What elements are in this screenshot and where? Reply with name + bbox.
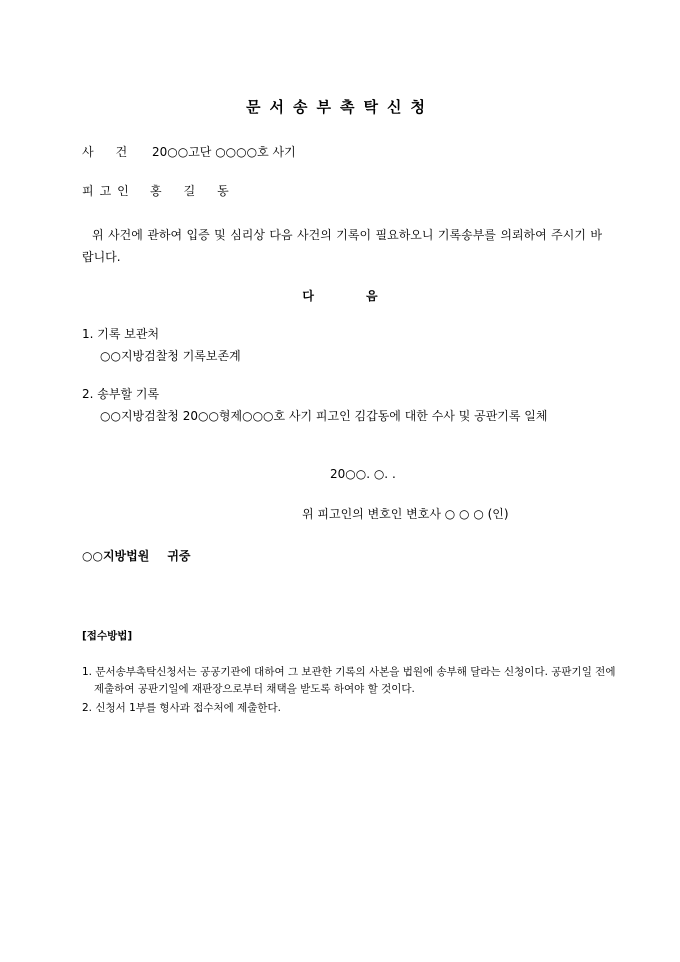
note-item-2: 2. 신청서 1부를 형사과 접수처에 제출한다.	[82, 702, 282, 714]
defendant-label: 피고인	[82, 184, 135, 198]
item-2-title: 2. 송부할 기록	[82, 387, 160, 401]
note-item-1: 1. 문서송부촉탁신청서는 공공기관에 대하여 그 보관한 기록의 사본을 법원에 송부해 달라는 신청이다. 공판기일 전에 제출하여 공판기일에 재판장으로부터 채택을 받도록 하여야 할 것이다.	[82, 666, 616, 695]
heading-right: 음	[366, 289, 378, 303]
heading-left: 다	[302, 289, 314, 303]
case-label: 사건	[82, 145, 150, 159]
notes-title: [접수방법]	[82, 630, 133, 642]
case-row	[82, 144, 296, 160]
document-title: 문서송부촉탁신청	[246, 98, 434, 116]
court-name: ○○지방법원	[82, 549, 150, 563]
request-paragraph: 위 사건에 관하여 입증 및 심리상 다음 사건의 기록이 필요하오니 기록송부를 의뢰하여 주시기 바랍니다.	[82, 228, 602, 264]
addressee-suffix: 귀중	[167, 549, 191, 563]
addressee	[82, 547, 191, 564]
date-line: 20○○. ○. .	[330, 467, 396, 481]
defendant-row	[82, 183, 251, 199]
item-2-body: ○○지방검찰청 20○○형제○○○호 사기 피고인 김갑동에 대한 수사 및 공판기록 일체	[100, 409, 548, 423]
signature-line: 위 피고인의 변호인 변호사 ○ ○ ○ (인)	[302, 507, 509, 521]
defendant-name: 홍길동	[150, 184, 251, 198]
section-heading	[0, 287, 680, 304]
item-1-title: 1. 기록 보관처	[82, 327, 160, 341]
case-value: 20○○고단 ○○○○호 사기	[152, 145, 296, 159]
item-1-body: ○○지방검찰청 기록보존계	[100, 349, 241, 363]
